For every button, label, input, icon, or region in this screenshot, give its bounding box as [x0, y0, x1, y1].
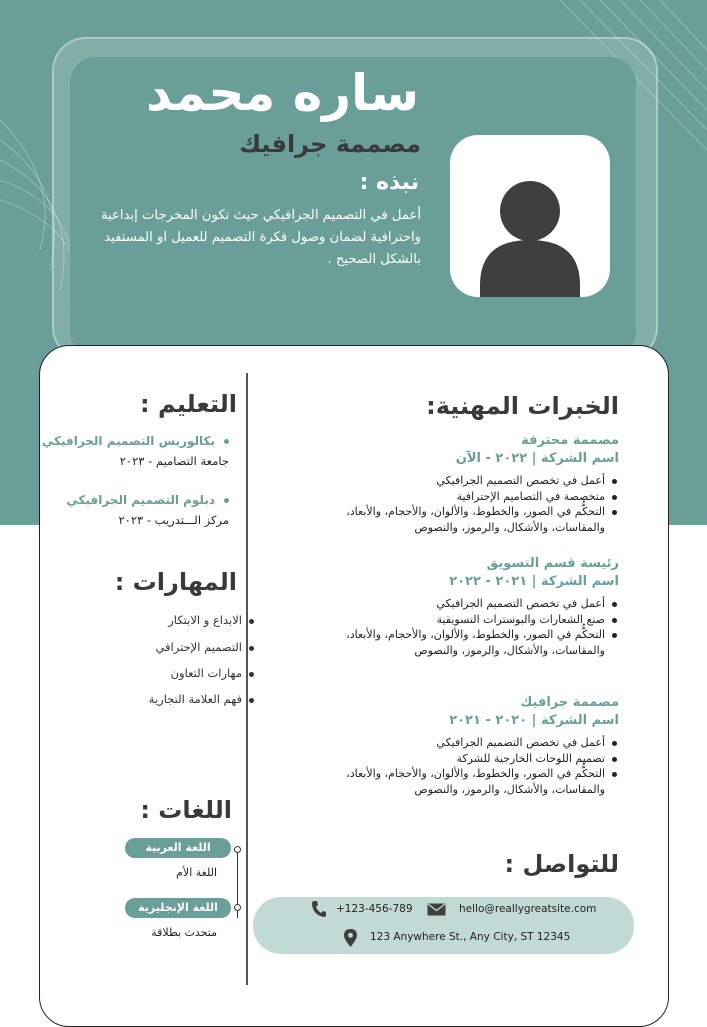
education-degree: دبلوم التصميم الجرافيكي: [39, 491, 229, 509]
experience-item: [319, 694, 619, 797]
person-name: ساره محمد: [145, 64, 419, 122]
address-text: 123 Anywhere St., Any City, ST 12345: [370, 931, 571, 943]
language-level: اللغة الأم: [176, 866, 217, 879]
mail-icon: [427, 903, 446, 916]
experience-item: [319, 432, 619, 535]
job-title: مصممة جرافيك: [239, 130, 421, 158]
list-item: أعمل في تخصص التصميم الجرافيكي: [319, 473, 605, 489]
avatar-icon: [450, 135, 610, 297]
language-badge: اللغة الإنجليزية: [125, 898, 231, 918]
education-heading: التعليم :: [140, 390, 237, 418]
education-school: مركز الـــتدريب - ٢٠٢٣: [118, 513, 229, 527]
experience-company: اسم الشركة | ٢٠٢٠ - ٢٠٢١: [449, 713, 619, 728]
about-text: أعمل في التصميم الجرافيكي حيث تكون المخرجات إبداعية واحترافية لضمان وصول فكرة التصميم للعميل او المستفيد بالشكل الصحيح .: [100, 208, 421, 267]
list-item: التحكُّم في الصور، والخطوط، والألوان، والأحجام، والأبعاد، والمقاسات، والأشكال، والرموز، والنصوص: [319, 766, 605, 797]
phone-icon: [311, 900, 327, 918]
education-degree: بكالوريس التصميم الجرافيكي: [39, 432, 229, 450]
experience-bullets: [319, 596, 619, 658]
experience-role: مصممة محترفة: [521, 433, 619, 448]
education-item: [39, 491, 229, 531]
language-badge: اللغة العربية: [125, 838, 231, 858]
list-item: تصميم اللوحات الخارجية للشركة: [319, 751, 605, 767]
skill-item: مهارات التعاون: [170, 666, 242, 680]
experience-role: رئيسة قسم التسويق: [486, 556, 619, 571]
experience-item: [319, 555, 619, 658]
email-text: hello@reallygreatsite.com: [459, 903, 597, 915]
experience-bullets: [319, 473, 619, 535]
list-item: صنع الشعارات والبوسترات التسويقية: [319, 612, 605, 628]
experience-company: اسم الشركة | ٢٠٢٢ - الآن: [455, 451, 619, 466]
experience-company: اسم الشركة | ٢٠٢١ - ٢٠٢٢: [449, 574, 619, 589]
profile-photo: [450, 135, 610, 297]
location-icon: [344, 929, 357, 947]
skill-item: التصميم الإحترافي: [155, 640, 242, 654]
education-item: [39, 432, 229, 472]
skill-item: الابداع و الابتكار: [168, 613, 242, 627]
list-item: أعمل في تخصص التصميم الجرافيكي: [319, 596, 605, 612]
experience-heading: الخبرات المهنية:: [426, 392, 619, 420]
education-school: جامعة التصاميم - ٢٠٢٣: [119, 454, 229, 468]
experience-role: مصممة جرافيك: [520, 695, 619, 710]
skills-heading: المهارات :: [114, 568, 237, 596]
about-heading: نبذه :: [359, 170, 419, 195]
phone-text: +123-456-789: [336, 903, 413, 915]
skill-item: فهم العلامة التجارية: [148, 692, 242, 706]
list-item: متخصصة في التصاميم الإحترافية: [319, 489, 605, 505]
list-item: التحكُّم في الصور، والخطوط، والألوان، والأحجام، والأبعاد، والمقاسات، والأشكال، والرموز، والنصوص: [319, 627, 605, 658]
language-level: متحدث بطلاقة: [151, 926, 217, 939]
list-item: أعمل في تخصص التصميم الجرافيكي: [319, 735, 605, 751]
column-divider: [246, 373, 248, 985]
timeline-dot: [234, 846, 241, 853]
timeline-dot: [234, 904, 241, 911]
languages-heading: اللغات :: [140, 796, 232, 824]
experience-bullets: [319, 735, 619, 797]
list-item: التحكُّم في الصور، والخطوط، والألوان، والأحجام، والأبعاد، والمقاسات، والأشكال، والرموز، والنصوص: [319, 504, 605, 535]
contact-heading: للتواصل :: [504, 850, 619, 878]
